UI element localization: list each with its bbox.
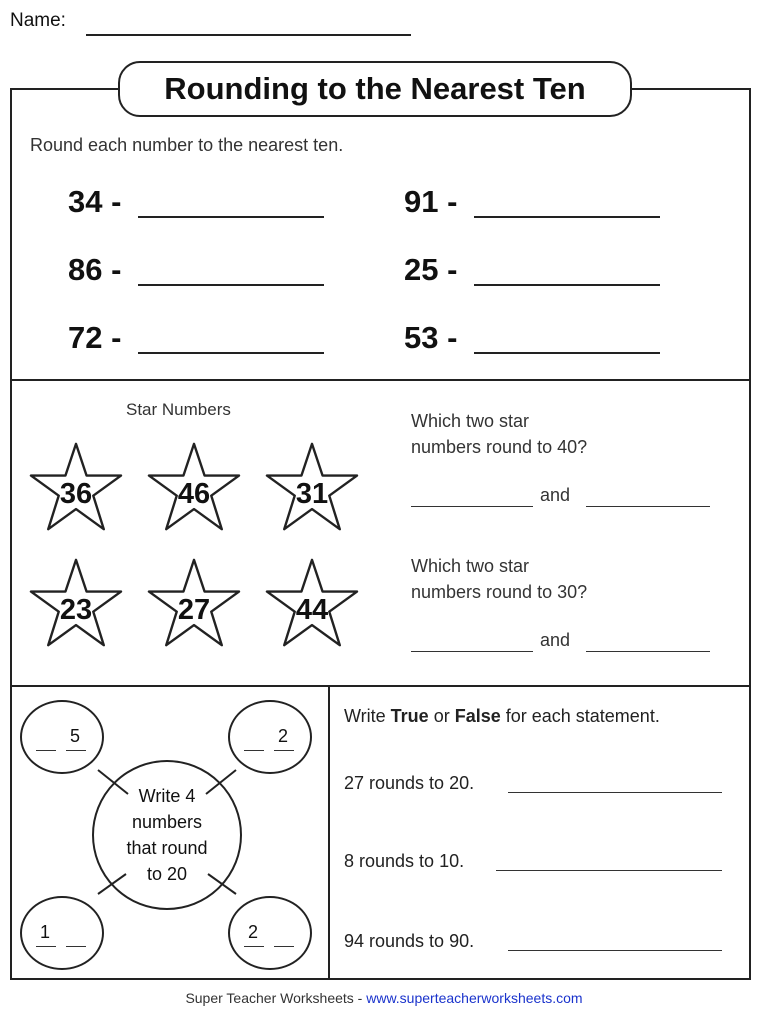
problem-2: 91 -	[404, 184, 458, 219]
question-1-blank-b[interactable]	[586, 506, 710, 507]
answer-blank-2[interactable]	[474, 216, 660, 218]
and-word: and	[540, 630, 571, 650]
digit-blank	[244, 946, 264, 947]
star-3	[264, 442, 360, 534]
footer	[0, 990, 768, 1006]
name-line[interactable]	[86, 34, 411, 36]
question-1	[411, 408, 587, 460]
problem-5: 72 -	[68, 320, 122, 355]
name-label: Name:	[10, 10, 66, 31]
instr-false: False	[454, 706, 501, 726]
web-oval-top-left	[20, 700, 104, 774]
digit-blank[interactable]	[274, 946, 294, 947]
digit-blank	[66, 750, 86, 751]
divider-1	[10, 379, 751, 381]
answer-blank-3[interactable]	[138, 284, 324, 286]
digit: 2	[248, 922, 259, 942]
and-word: and	[540, 485, 571, 505]
question-1-line-2: numbers round to 40?	[411, 437, 588, 457]
question-1-line-1: Which two star	[411, 411, 530, 431]
web-center-line: Write 4	[138, 786, 196, 806]
star-6	[264, 558, 360, 650]
star-5	[146, 558, 242, 650]
statement-2-blank[interactable]	[496, 870, 722, 871]
digit-blank[interactable]	[66, 946, 86, 947]
digit-blank[interactable]	[244, 750, 264, 751]
answer-blank-6[interactable]	[474, 352, 660, 354]
web-center-text	[126, 783, 207, 887]
star-number: 31	[295, 478, 329, 510]
web-center-line: numbers	[131, 812, 203, 832]
web-oval-bottom-right	[228, 896, 312, 970]
web-oval-bottom-left	[20, 896, 104, 970]
star-number: 23	[59, 594, 93, 626]
answer-blank-5[interactable]	[138, 352, 324, 354]
problem-6: 53 -	[404, 320, 458, 355]
star-number: 27	[177, 594, 211, 626]
page-title: Rounding to the Nearest Ten	[118, 61, 632, 117]
statement-1-blank[interactable]	[508, 792, 722, 793]
digit: 5	[70, 726, 81, 746]
star-number: 46	[177, 478, 211, 510]
answer-blank-4[interactable]	[474, 284, 660, 286]
star-4	[28, 558, 124, 650]
statement-3-blank[interactable]	[508, 950, 722, 951]
question-2-blank-b[interactable]	[586, 651, 710, 652]
statement-1: 27 rounds to 20.	[344, 773, 475, 793]
instr-true: True	[390, 706, 429, 726]
statement-3: 94 rounds to 90.	[344, 931, 475, 951]
digit-blank	[36, 946, 56, 947]
question-1-blank-a[interactable]	[411, 506, 533, 507]
question-2-blank-a[interactable]	[411, 651, 533, 652]
question-2-line-1: Which two star	[411, 556, 530, 576]
web-center-circle	[92, 760, 242, 910]
problem-1: 34 -	[68, 184, 122, 219]
question-2	[411, 553, 587, 605]
star-number: 44	[295, 594, 329, 626]
instr-text: for each statement.	[500, 706, 660, 726]
divider-vertical	[328, 685, 330, 980]
question-2-line-2: numbers round to 30?	[411, 582, 588, 602]
digit: 1	[40, 922, 51, 942]
web-oval-top-right	[228, 700, 312, 774]
digit-blank	[274, 750, 294, 751]
star-2	[146, 442, 242, 534]
footer-url[interactable]: www.superteacherworksheets.com	[366, 990, 583, 1006]
statement-2: 8 rounds to 10.	[344, 851, 465, 871]
digit: 2	[278, 726, 289, 746]
instr-text: or	[428, 706, 455, 726]
footer-brand: Super Teacher Worksheets -	[185, 990, 367, 1006]
star-1	[28, 442, 124, 534]
star-numbers-title: Star Numbers	[126, 400, 231, 419]
instr-text: Write	[344, 706, 391, 726]
digit-blank[interactable]	[36, 750, 56, 751]
problem-3: 86 -	[68, 252, 122, 287]
problem-4: 25 -	[404, 252, 458, 287]
web-center-line: to 20	[146, 864, 188, 884]
web-center-line: that round	[126, 838, 208, 858]
true-false-instruction	[344, 706, 660, 727]
answer-blank-1[interactable]	[138, 216, 324, 218]
rounding-instruction: Round each number to the nearest ten.	[30, 135, 344, 155]
star-number: 36	[59, 478, 93, 510]
